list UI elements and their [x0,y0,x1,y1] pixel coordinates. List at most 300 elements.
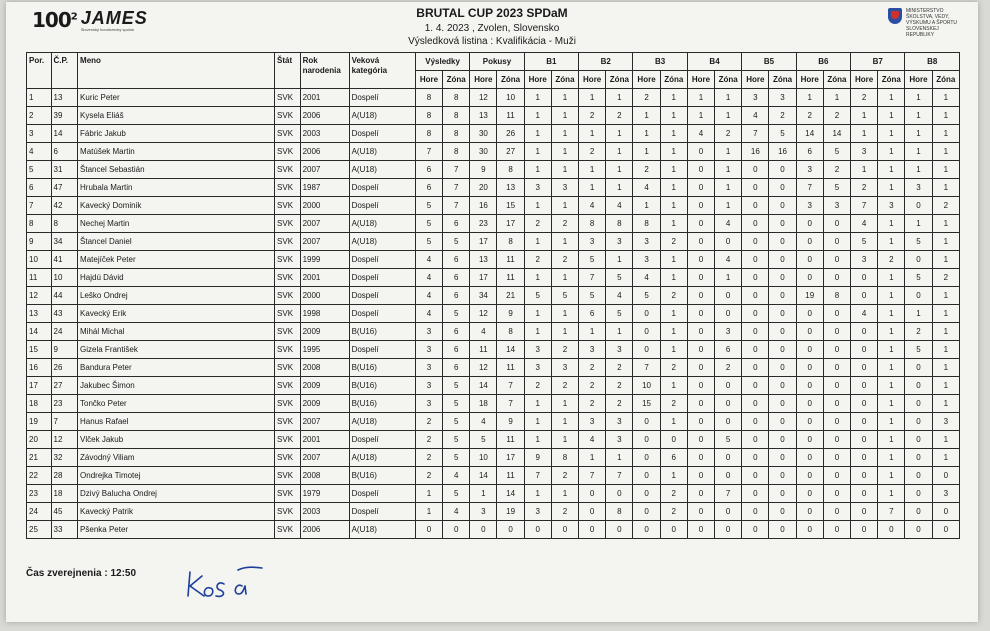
table-cell: 0 [905,431,932,449]
table-cell: 0 [633,305,660,323]
table-cell: 2 [524,377,551,395]
table-cell: 1 [551,125,578,143]
table-cell: 0 [823,323,850,341]
table-cell: 11 [497,269,524,287]
table-row [27,323,960,341]
table-cell: 0 [742,377,769,395]
table-cell: 1 [905,305,932,323]
table-cell: 3 [851,251,878,269]
table-cell: 1 [551,413,578,431]
table-cell: 2008 [300,467,349,485]
table-cell: 9 [524,449,551,467]
athlete-name-cell: Ondrejka Timotej [78,467,275,485]
table-cell: 0 [715,449,742,467]
table-cell: 3 [633,251,660,269]
table-cell: A(U18) [349,413,415,431]
table-cell: 1 [878,143,905,161]
table-row [27,431,960,449]
table-cell: 0 [687,467,714,485]
table-cell: 0 [633,503,660,521]
table-cell: A(U18) [349,233,415,251]
table-cell: SVK [275,431,301,449]
table-cell: 1 [415,503,442,521]
table-cell: 0 [742,197,769,215]
table-cell: 1 [660,377,687,395]
table-cell: 5 [905,269,932,287]
table-cell: 3 [932,485,959,503]
table-cell: 5 [443,395,470,413]
table-cell: 3 [932,413,959,431]
table-cell: 2006 [300,521,349,539]
table-cell: 1 [932,341,959,359]
table-cell: 14 [823,125,850,143]
table-cell: 1 [878,233,905,251]
table-cell: 34 [51,233,78,251]
table-row [27,143,960,161]
table-cell: 0 [823,215,850,233]
table-cell: Dospelí [349,179,415,197]
table-cell: 1 [606,179,633,197]
table-cell: 0 [796,395,823,413]
table-cell: 18 [470,395,497,413]
table-cell: 0 [851,395,878,413]
table-cell: 2 [715,359,742,377]
athlete-name-cell: Kuric Peter [78,89,275,107]
table-cell: 0 [687,233,714,251]
table-cell: 1 [878,161,905,179]
table-cell: A(U18) [349,107,415,125]
table-cell: 4 [633,269,660,287]
table-cell: Dospelí [349,251,415,269]
table-cell: 3 [715,323,742,341]
table-cell: 0 [687,413,714,431]
table-cell: 1 [878,125,905,143]
table-cell: SVK [275,395,301,413]
table-cell: 1 [660,161,687,179]
table-cell: 1 [715,143,742,161]
table-cell: 3 [606,413,633,431]
table-cell: 9 [51,341,78,359]
table-row [27,125,960,143]
table-cell: 1 [932,125,959,143]
table-cell: 1 [606,125,633,143]
table-cell: 0 [823,251,850,269]
table-cell: 8 [497,161,524,179]
table-cell: 2 [905,323,932,341]
table-cell: 0 [769,413,796,431]
table-cell: 2001 [300,431,349,449]
table-cell: 0 [769,485,796,503]
table-cell: 7 [878,503,905,521]
table-cell: 16 [470,197,497,215]
table-cell: 2 [579,143,606,161]
logo-james-subtitle: Slovenský horolezecký spolok [80,26,135,32]
table-cell: 2 [415,449,442,467]
table-cell: 1 [932,449,959,467]
table-cell: 3 [551,359,578,377]
table-cell: 0 [687,179,714,197]
table-cell: 21 [27,449,52,467]
table-cell: 5 [579,251,606,269]
table-cell: 2 [606,377,633,395]
table-cell: 1 [660,197,687,215]
table-cell: 1 [878,107,905,125]
table-cell: 2 [796,107,823,125]
table-row [27,413,960,431]
table-cell: 2 [606,107,633,125]
table-cell: 2001 [300,269,349,287]
table-cell: 5 [415,215,442,233]
table-cell: 13 [497,179,524,197]
table-cell: 12 [51,431,78,449]
table-cell: 0 [823,377,850,395]
table-cell: SVK [275,503,301,521]
table-cell: 1 [524,233,551,251]
table-cell: 1 [796,89,823,107]
table-cell: 0 [851,287,878,305]
table-cell: 4 [579,197,606,215]
table-row [27,161,960,179]
table-cell: 19 [27,413,52,431]
table-cell: 21 [497,287,524,305]
table-cell: 14 [497,341,524,359]
table-cell: 2 [524,251,551,269]
table-cell: Dospelí [349,341,415,359]
table-cell: 0 [687,305,714,323]
table-cell: 47 [51,179,78,197]
table-cell: 0 [796,359,823,377]
table-row [27,107,960,125]
table-cell: 1 [579,179,606,197]
table-cell: 31 [51,161,78,179]
table-cell: 1 [905,107,932,125]
table-cell: SVK [275,359,301,377]
table-cell: 4 [415,251,442,269]
table-cell: 19 [796,287,823,305]
col-b2: B2 [579,53,633,71]
table-cell: 0 [715,395,742,413]
table-cell: 0 [660,431,687,449]
table-cell: 1 [660,215,687,233]
logo-james: JAMES [80,7,148,28]
table-cell: 1 [715,269,742,287]
table-cell: 4 [742,107,769,125]
table-cell: 0 [823,269,850,287]
table-cell: 16 [27,359,52,377]
table-cell: 2 [579,377,606,395]
table-cell: 2 [415,467,442,485]
table-cell: 0 [633,323,660,341]
table-cell: 1 [660,89,687,107]
table-cell: 28 [51,467,78,485]
table-cell: 5 [470,431,497,449]
table-row [27,521,960,539]
table-cell: 11 [497,107,524,125]
subcol-zona: Zóna [878,71,905,89]
table-cell: 10 [633,377,660,395]
table-cell: 0 [742,341,769,359]
table-cell: 0 [715,287,742,305]
table-cell: 1 [524,107,551,125]
table-cell: 0 [742,161,769,179]
table-cell: 1 [851,125,878,143]
athlete-name-cell: Pšenka Peter [78,521,275,539]
table-cell: 0 [687,395,714,413]
table-cell: 1 [932,431,959,449]
table-cell: 0 [769,251,796,269]
table-cell: B(U16) [349,377,415,395]
table-cell: SVK [275,143,301,161]
table-cell: 0 [497,521,524,539]
table-cell: 4 [27,143,52,161]
table-cell: 0 [769,359,796,377]
table-cell: 22 [27,467,52,485]
table-cell: 3 [470,503,497,521]
table-cell: 1 [878,341,905,359]
table-cell: 18 [51,485,78,503]
table-cell: 1 [633,197,660,215]
table-cell: 4 [851,305,878,323]
table-cell: 0 [687,449,714,467]
table-cell: 30 [470,143,497,161]
table-cell: 1 [660,305,687,323]
table-cell: 5 [443,431,470,449]
table-cell: 17 [470,269,497,287]
table-cell: 0 [742,305,769,323]
table-cell: 2007 [300,449,349,467]
table-cell: 5 [443,305,470,323]
table-row [27,233,960,251]
table-cell: 1 [878,287,905,305]
table-cell: 4 [715,251,742,269]
table-cell: 7 [851,197,878,215]
table-cell: Dospelí [349,503,415,521]
table-cell: Dospelí [349,305,415,323]
table-cell: 3 [415,395,442,413]
table-cell: 1 [715,107,742,125]
table-cell: 5 [551,287,578,305]
table-cell: 0 [769,161,796,179]
table-cell: 0 [769,179,796,197]
table-cell: 2007 [300,233,349,251]
table-cell: 1 [551,431,578,449]
col-por: Por. [27,53,52,89]
table-cell: 8 [443,125,470,143]
table-cell: 1 [905,89,932,107]
table-cell: 1 [415,485,442,503]
table-cell: 2009 [300,395,349,413]
table-cell: 0 [742,251,769,269]
table-cell: 3 [823,197,850,215]
table-cell: 0 [633,467,660,485]
table-cell: 0 [769,197,796,215]
table-cell: 0 [769,287,796,305]
table-cell: 3 [742,89,769,107]
athlete-name-cell: Jakubec Šimon [78,377,275,395]
table-cell: 8 [27,215,52,233]
table-cell: Dospelí [349,269,415,287]
table-cell: 1 [524,305,551,323]
table-cell: 3 [579,341,606,359]
table-cell: 1 [524,431,551,449]
table-cell: 0 [932,467,959,485]
table-cell: 2006 [300,107,349,125]
table-cell: 14 [497,485,524,503]
table-cell: 8 [823,287,850,305]
table-cell: 0 [715,521,742,539]
table-cell: 1 [524,89,551,107]
table-cell: SVK [275,197,301,215]
table-cell: 8 [443,89,470,107]
table-cell: 0 [769,449,796,467]
table-cell: 43 [51,305,78,323]
subcol-zona: Zóna [443,71,470,89]
table-cell: 1999 [300,251,349,269]
table-cell: 5 [443,485,470,503]
table-cell: 11 [27,269,52,287]
subcol-zona: Zóna [715,71,742,89]
table-cell: 14 [470,377,497,395]
table-row [27,89,960,107]
table-cell: 5 [443,449,470,467]
table-cell: 7 [497,377,524,395]
table-cell: 1 [660,413,687,431]
table-cell: 0 [742,395,769,413]
table-cell: SVK [275,467,301,485]
table-cell: A(U18) [349,215,415,233]
event-date-location: 1. 4. 2023 , Zvolen, Slovensko [424,23,560,34]
table-cell: 1 [932,287,959,305]
table-cell: 1987 [300,179,349,197]
table-cell: 2 [660,359,687,377]
table-cell: 1 [524,161,551,179]
athlete-name-cell: Hajdú Dávid [78,269,275,287]
table-cell: 4 [443,503,470,521]
page-title: BRUTAL CUP 2023 SPDaM [416,6,568,20]
table-cell: 7 [443,179,470,197]
table-cell: SVK [275,125,301,143]
table-cell: 1 [932,89,959,107]
table-cell: 3 [796,161,823,179]
table-cell: 17 [27,377,52,395]
table-row [27,269,960,287]
publication-time: Čas zverejnenia : 12:50 [26,568,137,579]
table-cell: 2 [27,107,52,125]
table-cell: 6 [796,143,823,161]
table-cell: 1 [878,431,905,449]
table-cell: 1 [878,89,905,107]
table-cell: SVK [275,323,301,341]
table-cell: 2 [633,161,660,179]
table-cell: 1 [606,89,633,107]
table-cell: 1 [905,125,932,143]
table-cell: 0 [796,413,823,431]
table-cell: 0 [687,161,714,179]
table-cell: 1 [878,413,905,431]
table-cell: 0 [769,269,796,287]
table-cell: 1 [579,89,606,107]
table-cell: 0 [687,269,714,287]
athlete-name-cell: Kavecký Patrik [78,503,275,521]
table-cell: 1 [932,323,959,341]
table-cell: 2000 [300,287,349,305]
table-cell: 27 [497,143,524,161]
table-cell: 1 [932,161,959,179]
athlete-name-cell: Leško Ondrej [78,287,275,305]
table-cell: 41 [51,251,78,269]
athlete-name-cell: Dzivý Balucha Ondrej [78,485,275,503]
table-cell: 2 [551,251,578,269]
table-cell: 0 [579,485,606,503]
table-cell: 7 [415,143,442,161]
table-header-row [27,53,960,71]
document-header [6,6,978,47]
table-cell: 0 [769,431,796,449]
subcol-zona: Zóna [769,71,796,89]
table-cell: 2 [551,467,578,485]
table-cell: 23 [470,215,497,233]
signature-image [184,562,274,602]
table-cell: 1 [524,143,551,161]
table-cell: 0 [905,251,932,269]
table-cell: 0 [769,467,796,485]
athlete-name-cell: Kavecký Erik [78,305,275,323]
table-cell: 1 [660,269,687,287]
table-cell: 0 [823,485,850,503]
table-row [27,305,960,323]
table-cell: Dospelí [349,89,415,107]
table-cell: 2 [851,179,878,197]
table-cell: 0 [796,323,823,341]
col-meno: Meno [78,53,275,89]
table-cell: 0 [878,521,905,539]
table-cell: 1 [878,395,905,413]
table-cell: 6 [443,287,470,305]
table-cell: 14 [470,467,497,485]
table-cell: 5 [823,143,850,161]
table-cell: SVK [275,269,301,287]
table-cell: 8 [497,233,524,251]
table-cell: A(U18) [349,449,415,467]
table-cell: 12 [27,287,52,305]
table-cell: 0 [851,359,878,377]
table-cell: 13 [470,251,497,269]
table-cell: 0 [470,521,497,539]
table-cell: 5 [606,305,633,323]
table-cell: 0 [633,521,660,539]
athlete-name-cell: Štancel Sebastián [78,161,275,179]
table-cell: 0 [742,233,769,251]
table-cell: 1 [905,215,932,233]
table-cell: 0 [742,413,769,431]
ministry-logo [888,8,962,38]
table-cell: SVK [275,485,301,503]
table-cell: 0 [742,503,769,521]
table-cell: Dospelí [349,287,415,305]
table-cell: 16 [742,143,769,161]
table-cell: B(U16) [349,395,415,413]
table-cell: 1 [660,179,687,197]
table-cell: 4 [415,269,442,287]
table-cell: Dospelí [349,197,415,215]
table-cell: 3 [633,233,660,251]
table-cell: 7 [579,467,606,485]
table-cell: 0 [606,521,633,539]
table-cell: 8 [497,323,524,341]
table-cell: 0 [687,143,714,161]
table-cell: 9 [497,305,524,323]
table-cell: 5 [606,269,633,287]
